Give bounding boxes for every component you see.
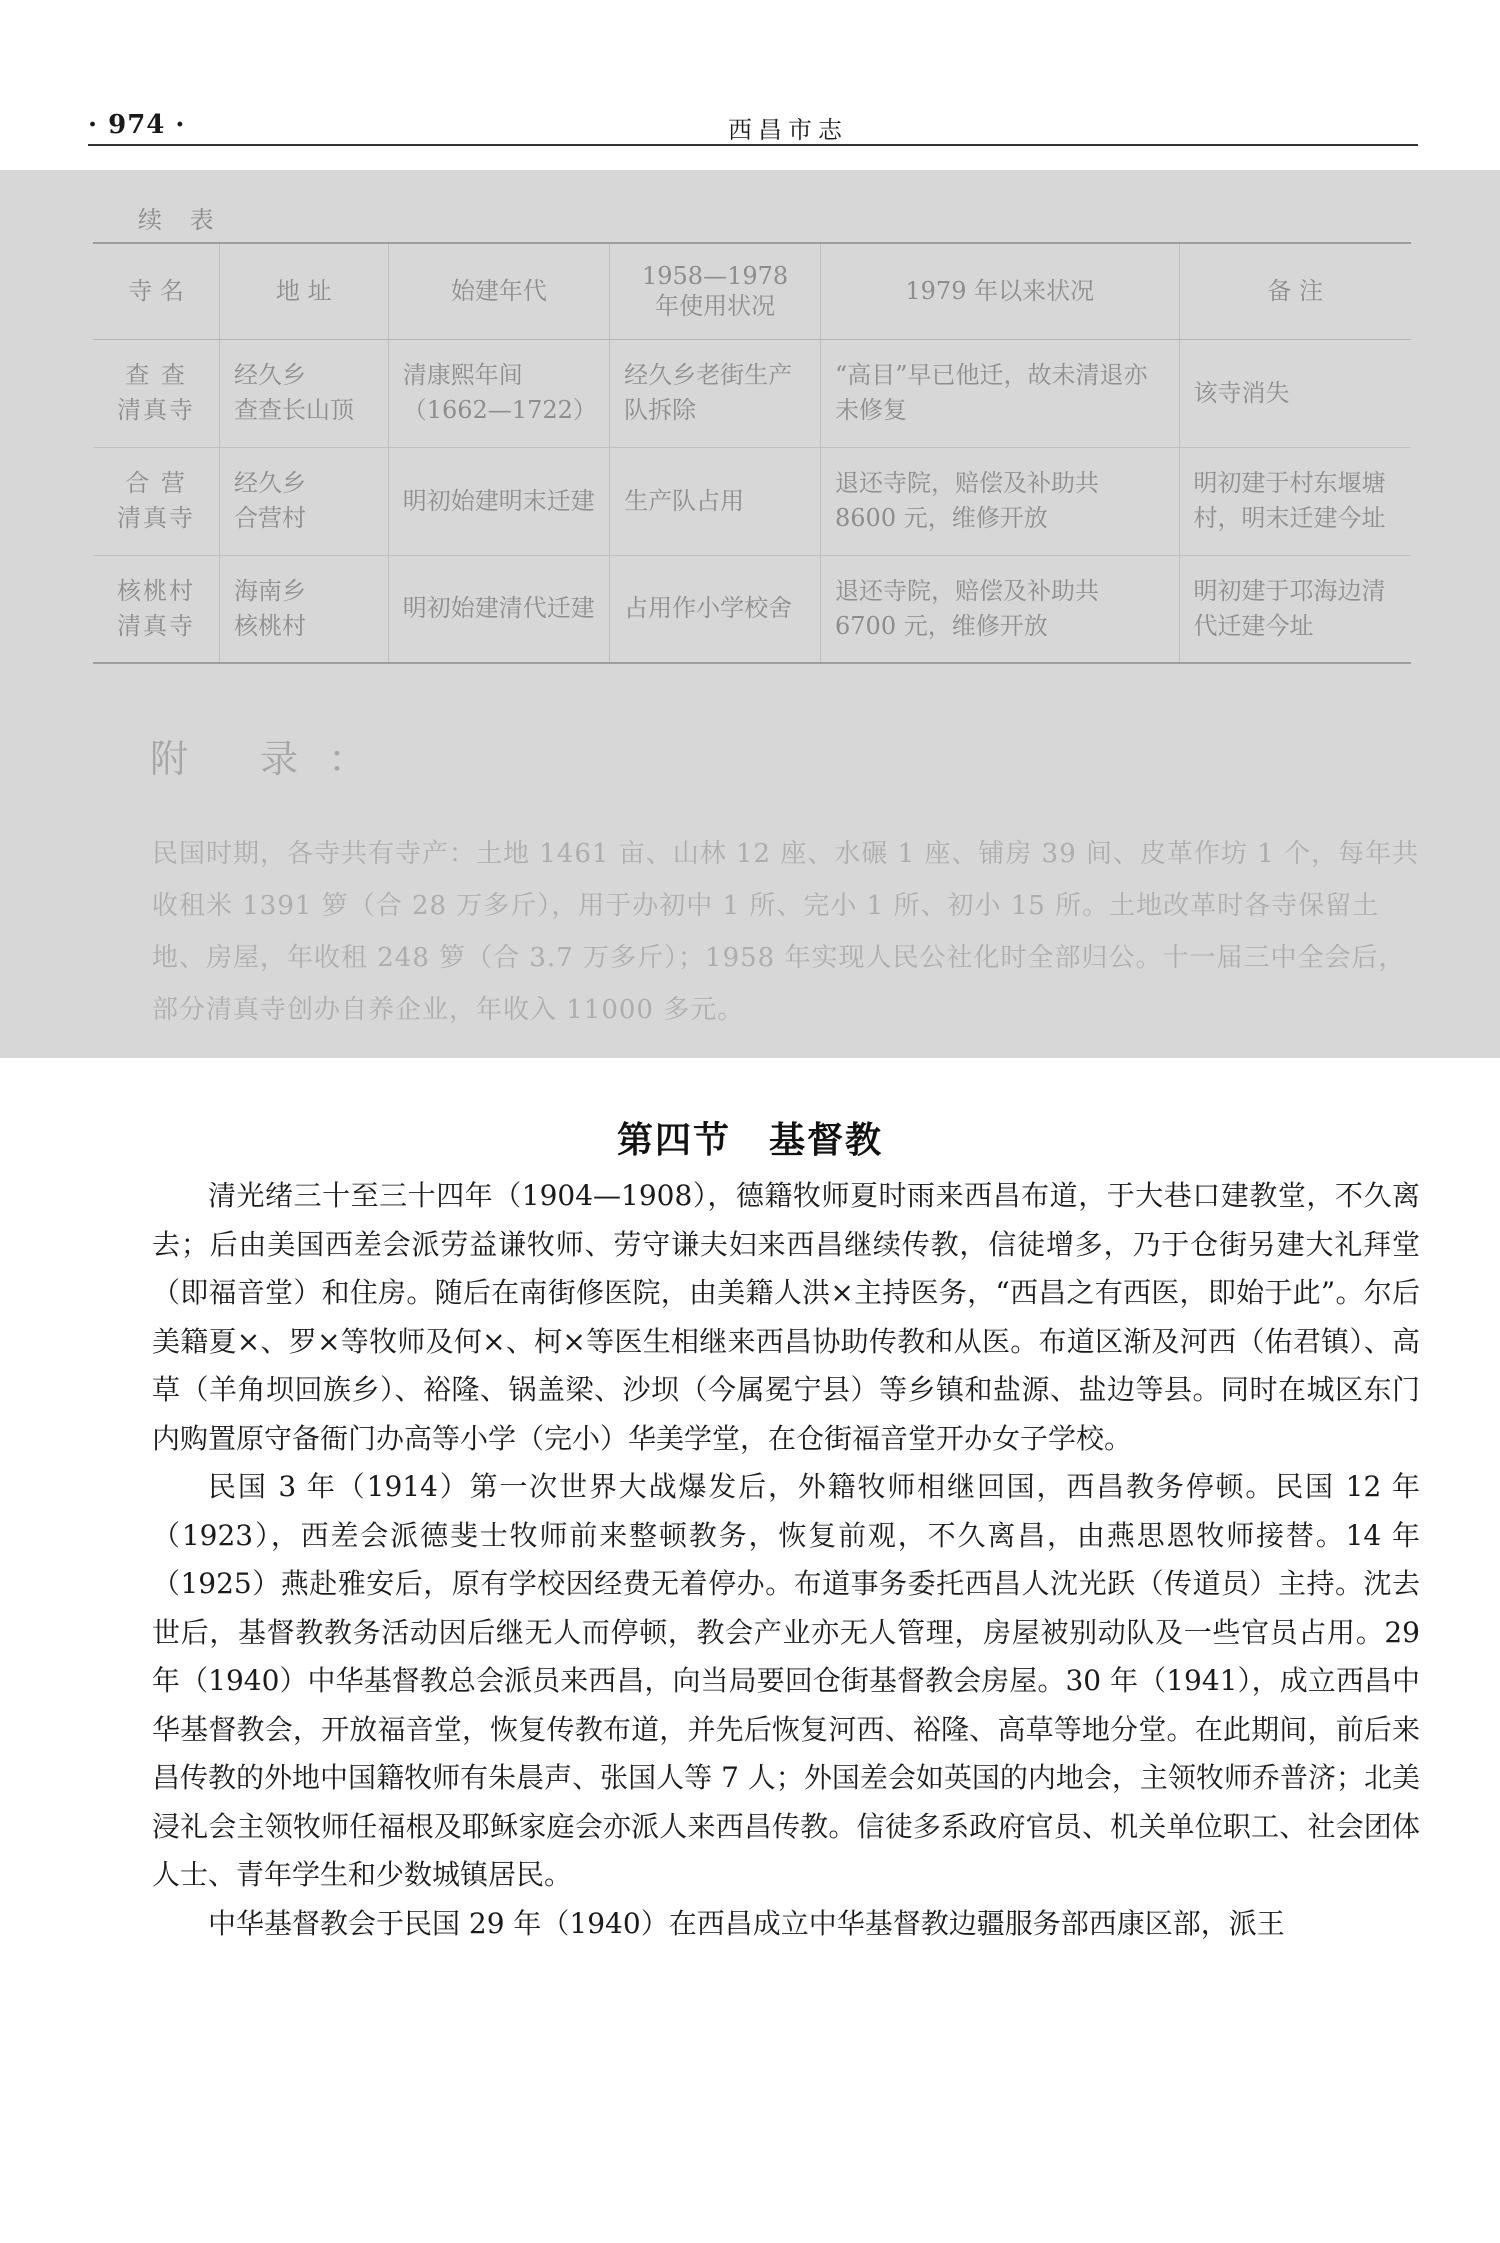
header-use-1958-1978: 1958—1978 年使用状况 [610,243,821,339]
appendix-title: 附 录： [150,737,397,781]
cell-address: 经久乡 合营村 [220,447,389,555]
cell-since-1979: “高目”早已他迁，故未清退亦未修复 [821,339,1179,447]
section-body [152,1172,1420,1948]
cell-note: 该寺消失 [1193,378,1290,407]
body-paragraph: 中华基督教会于民国 29 年（1940）在西昌成立中华基督教边疆服务部西康区部，派王 [208,1906,1285,1940]
cell-use-1958-1978: 占用作小学校舍 [610,555,821,663]
table-row [93,555,1411,663]
cell-temple-name: 查 查 清真寺 [93,339,220,447]
cell-founded: 明初始建清代迁建 [388,555,609,663]
page-header [88,108,1418,144]
page-number: · 974 · [88,110,186,140]
header-since-1979: 1979 年以来状况 [821,243,1179,339]
cell-temple-name: 核桃村 清真寺 [93,555,220,663]
section-title: 第四节 基督教 [616,1118,883,1161]
table-row [93,339,1411,447]
running-title: 西昌市志 [728,116,848,144]
header-temple-name: 寺 名 [93,243,220,339]
cell-since-1979: 退还寺院，赔偿及补助共 6700 元，维修开放 [821,555,1179,663]
cell-temple-name: 合 营 清真寺 [93,447,220,555]
header-address: 地 址 [220,243,389,339]
cell-note: 明初建于村东堰塘村，明末迁建今址 [1193,469,1386,532]
table-header-row [93,243,1411,339]
mosque-table [93,242,1411,664]
cell-address: 经久乡 查查长山顶 [220,339,389,447]
header-note: 备 注 [1267,277,1324,306]
cell-use-1958-1978: 生产队占用 [610,447,821,555]
continued-table-label: 续 表 [138,206,224,234]
header-founded: 始建年代 [388,243,609,339]
table-row [93,447,1411,555]
cell-address: 海南乡 核桃村 [220,555,389,663]
body-paragraph: 民国 3 年（1914）第一次世界大战爆发后，外籍牧师相继回国，西昌教务停顿。民国 12 年（1923），西差会派德斐士牧师前来整顿教务，恢复前观，不久离昌，由燕思恩牧师接替。14 年（1925）燕赴雅安后，原有学校因经费无着停办。布道事务委托西昌人沈光跃（传道员）主持。沈去世后，基督教教务活动因后继无人而停顿，教会产业亦无人管理，房屋被别动队及一些官员占用。29 年（1940）中华基督教总会派员来西昌，向当局要回仓街基督教会房屋。30 年（1941），成立西昌中华基督教会，开放福音堂，恢复传教布道，并先后恢复河西、裕隆、高草等地分堂。在此期间，前后来昌传教的外地中国籍牧师有朱晨声、张国人等 7 人；外国差会如英国的内地会，主领牧师乔普济；北美浸礼会主领牧师任福根及耶稣家庭会亦派人来西昌传教。信徒多系政府官员、机关单位职工、社会团体人士、青年学生和少数城镇居民。 [152,1470,1420,1891]
cell-use-1958-1978: 经久乡老街生产队拆除 [610,339,821,447]
appendix-paragraph: 民国时期，各寺共有寺产：土地 1461 亩、山林 12 座、水碾 1 座、铺房 39 间、皮革作坊 1 个，每年共收租米 1391 箩（合 28 万多斤），用于办初中 1 所、完小 1 所、初小 15 所。土地改革时各寺保留土地、房屋，年收租 248 箩（合 3.7 万多斤）；1958 年实现人民公社化时全部归公。十一届三中全会后，部分清真寺创办自养企业，年收入 11000 多元。 [152,839,1420,1025]
cell-since-1979: 退还寺院，赔偿及补助共 8600 元，维修开放 [821,447,1179,555]
body-paragraph: 清光绪三十至三十四年（1904—1908），德籍牧师夏时雨来西昌布道，于大巷口建教堂，不久离去；后由美国西差会派劳益谦牧师、劳守谦夫妇来西昌继续传教，信徒增多，乃于仓街另建大礼拜堂（即福音堂）和住房。随后在南街修医院，由美籍人洪×主持医务，“西昌之有西医，即始于此”。尔后美籍夏×、罗×等牧师及何×、柯×等医生相继来西昌协助传教和从医。布道区渐及河西（佑君镇）、高草（羊角坝回族乡）、裕隆、锅盖梁、沙坝（今属冕宁县）等乡镇和盐源、盐边等县。同时在城区东门内购置原守备衙门办高等小学（完小）华美学堂，在仓街福音堂开办女子学校。 [152,1179,1420,1455]
header-rule [88,144,1418,146]
cell-note: 明初建于邛海边清代迁建今址 [1193,576,1386,640]
cell-founded: 明初始建明末迁建 [388,447,609,555]
cell-founded: 清康熙年间 （1662—1722） [388,339,609,447]
